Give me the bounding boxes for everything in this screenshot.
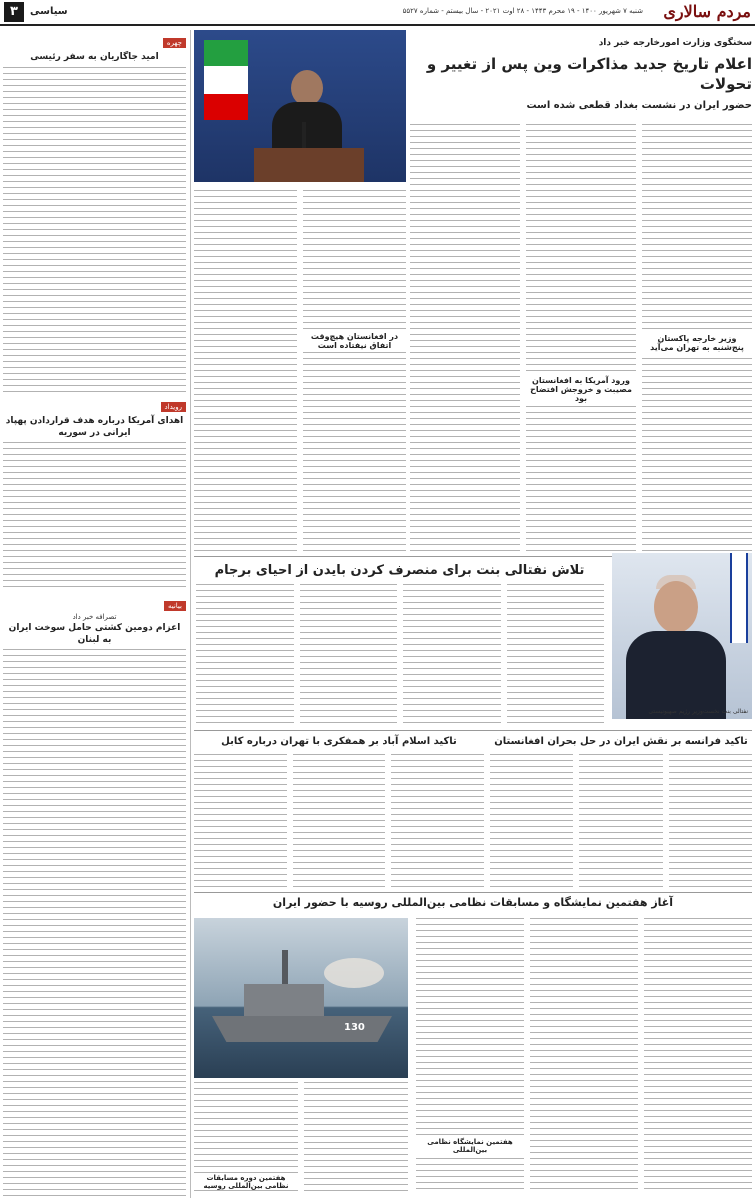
expo-columns-left <box>194 1082 408 1194</box>
text-column <box>194 1082 298 1194</box>
text-column <box>403 584 501 724</box>
sidebar-headline: اهدای آمریکا درباره هدف قراردادن پهپاد ایرانی در سوریه <box>5 416 184 438</box>
bennett-columns <box>196 584 604 724</box>
text-column <box>410 124 520 554</box>
text-column <box>416 918 524 1194</box>
sidebar-kicker: چهره <box>163 38 186 48</box>
sidebar <box>3 30 191 1198</box>
article-body-text <box>3 649 186 1199</box>
iran-flag-icon <box>204 40 248 120</box>
inline-subhead: ورود آمریکا به افغانستان مصیبت و خروجش افتضاح بود <box>526 374 636 405</box>
text-column <box>669 754 752 890</box>
text-column <box>579 754 662 890</box>
sidebar-article-2 <box>3 394 186 589</box>
text-column <box>507 584 605 724</box>
issue-info: شنبه ۷ شهریور ۱۴۰۰ - ۱۹ محرم ۱۴۴۳ - ۲۸ اوت ۲۰۲۱ - سال بیستم - شماره ۵۵۲۷ <box>402 7 643 15</box>
france-columns <box>490 754 752 890</box>
text-column <box>530 918 638 1194</box>
sidebar-headline: امید جاگاریان به سفر رئیسی <box>30 52 159 62</box>
text-column <box>304 1082 408 1194</box>
photo-caption: نفتالی بنت نخست‌وزیر رژیم صهیونیستی <box>648 708 748 715</box>
lead-columns-bottom <box>194 190 406 552</box>
lead-columns-top <box>410 124 752 554</box>
pakistan-headline: تاکید اسلام آباد بر همفکری با تهران درباره کابل <box>221 736 457 747</box>
sidebar-kicker: بیانیه <box>164 601 186 611</box>
divider <box>194 892 752 893</box>
text-column <box>194 190 297 552</box>
article-body-text <box>3 67 186 392</box>
lead-headline: اعلام تاریخ جدید مذاکرات وین پس از تغییر و تحولات <box>426 55 752 94</box>
inline-subhead: در افغانستان هیچ‌وقت اتفاق نیفتاده است <box>303 330 406 352</box>
text-column <box>644 918 752 1194</box>
text-column <box>303 190 406 552</box>
pakistan-columns <box>194 754 484 890</box>
expo-headline: آغاز هفتمین نمایشگاه و مسابقات نظامی بین‌المللی روسیه با حضور ایران <box>272 896 674 909</box>
israel-flag-icon <box>730 553 748 643</box>
inline-subhead: وزیر خارجه پاکستان پنج‌شنبه به تهران می‌آید <box>642 332 752 354</box>
text-column <box>642 124 752 554</box>
sidebar-superhead: تصرافه خبر داد <box>72 613 117 621</box>
bennett-photo <box>612 553 752 719</box>
text-column <box>391 754 484 890</box>
spokesman-photo <box>194 30 406 182</box>
podium <box>254 148 364 182</box>
text-column <box>490 754 573 890</box>
sidebar-article-3 <box>3 593 186 1193</box>
divider <box>194 730 752 731</box>
sidebar-kicker: رویداد <box>161 402 186 412</box>
main-content <box>194 30 752 1198</box>
masthead <box>0 0 755 26</box>
text-column <box>300 584 398 724</box>
newspaper-logo: مردم سالاری <box>663 2 751 21</box>
bennett-headline: تلاش نفتالی بنت برای منصرف کردن بایدن از احیای برجام <box>214 563 585 578</box>
hull-number: 130 <box>344 1022 365 1033</box>
france-headline: تاکید فرانسه بر نقش ایران در حل بحران افغانستان <box>494 736 748 747</box>
page-number: ۳ <box>4 2 24 22</box>
sidebar-article-1 <box>3 30 186 390</box>
section-name: سیاسی <box>30 6 68 17</box>
text-column <box>196 584 294 724</box>
lead-subtitle: حضور ایران در نشست بغداد قطعی شده است <box>526 100 752 111</box>
sidebar-headline: اعزام دومین کشتی حامل سوخت ایران به لبنان <box>8 623 181 645</box>
warship-photo <box>194 918 408 1078</box>
text-column <box>293 754 386 890</box>
expo-subhead: هفتمین دوره مسابقات نظامی بین‌المللی روسیه <box>194 1174 298 1190</box>
text-column <box>526 124 636 554</box>
text-column <box>194 754 287 890</box>
expo-columns-right <box>416 918 752 1194</box>
expo-subhead: هفتمین نمایشگاه نظامی بین‌المللی <box>416 1138 524 1154</box>
lead-kicker: سخنگوی وزارت امورخارجه خبر داد <box>598 38 752 48</box>
article-body-text <box>3 442 186 592</box>
